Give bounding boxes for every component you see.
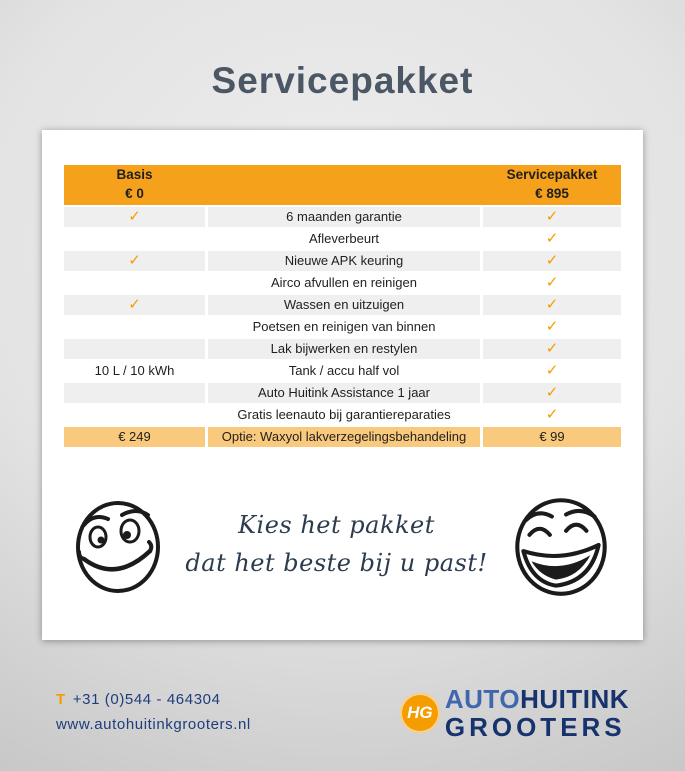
table-row bbox=[64, 405, 621, 425]
feature-label: Poetsen en reinigen van binnen bbox=[208, 317, 480, 337]
header-spacer bbox=[208, 165, 480, 205]
table-row bbox=[64, 273, 621, 293]
service-cell: ✓ bbox=[483, 383, 621, 403]
tagline-line2: dat het beste bij u past! bbox=[185, 548, 488, 577]
hg-monogram-icon: HG bbox=[400, 693, 440, 733]
table-row bbox=[64, 229, 621, 249]
service-cell: ✓ bbox=[483, 273, 621, 293]
service-cell: ✓ bbox=[483, 251, 621, 271]
service-cell: ✓ bbox=[483, 339, 621, 359]
service-cell: ✓ bbox=[483, 229, 621, 249]
feature-label: Afleverbeurt bbox=[208, 229, 480, 249]
comparison-card bbox=[42, 130, 643, 640]
logo-word-grooters: GROOTERS bbox=[444, 712, 626, 742]
table-row bbox=[64, 317, 621, 337]
option-basis-price: € 249 bbox=[64, 427, 205, 447]
basis-cell: ✓ bbox=[64, 251, 205, 271]
tagline-line1: Kies het pakket bbox=[238, 511, 435, 540]
logo-word-huitink: HUITINK bbox=[520, 684, 629, 714]
basis-cell: ✓ bbox=[64, 295, 205, 315]
footer bbox=[42, 684, 643, 742]
feature-label: Nieuwe APK keuring bbox=[208, 251, 480, 271]
header-basis bbox=[64, 165, 205, 205]
basis-cell bbox=[64, 405, 205, 425]
feature-label: Gratis leenauto bij garantiereparaties bbox=[208, 405, 480, 425]
table-row bbox=[64, 383, 621, 403]
basis-cell bbox=[64, 229, 205, 249]
basis-cell: ✓ bbox=[64, 207, 205, 227]
feature-label: Auto Huitink Assistance 1 jaar bbox=[208, 383, 480, 403]
phone-number: +31 (0)544 - 464304 bbox=[72, 691, 221, 708]
contact-block bbox=[56, 688, 251, 738]
option-service-price: € 99 bbox=[483, 427, 621, 447]
header-service-price: € 895 bbox=[535, 186, 569, 201]
service-cell: ✓ bbox=[483, 207, 621, 227]
header-basis-price: € 0 bbox=[125, 186, 144, 201]
logo-word-auto: AUTO bbox=[444, 684, 521, 714]
feature-label: Lak bijwerken en restylen bbox=[208, 339, 480, 359]
table-header bbox=[64, 165, 621, 205]
table-row bbox=[64, 339, 621, 359]
table-row bbox=[64, 251, 621, 271]
basis-cell bbox=[64, 383, 205, 403]
page-title: Servicepakket bbox=[211, 60, 474, 101]
header-service-title: Servicepakket bbox=[506, 167, 598, 183]
logo-text bbox=[445, 686, 629, 740]
phone-label: T bbox=[56, 691, 66, 708]
feature-label: Tank / accu half vol bbox=[208, 361, 480, 381]
basis-cell bbox=[64, 317, 205, 337]
option-label: Optie: Waxyol lakverzegelingsbehandeling bbox=[208, 427, 480, 447]
basis-cell bbox=[64, 273, 205, 293]
feature-label: 6 maanden garantie bbox=[208, 207, 480, 227]
header-basis-title: Basis bbox=[116, 167, 153, 183]
option-row bbox=[64, 427, 621, 447]
feature-label: Wassen en uitzuigen bbox=[208, 295, 480, 315]
service-cell: ✓ bbox=[483, 405, 621, 425]
tagline bbox=[168, 507, 505, 581]
service-table bbox=[64, 165, 621, 449]
table-row bbox=[64, 207, 621, 227]
basis-cell: 10 L / 10 kWh bbox=[64, 361, 205, 381]
service-cell: ✓ bbox=[483, 361, 621, 381]
company-logo bbox=[400, 686, 629, 740]
table-row bbox=[64, 295, 621, 315]
tagline-section bbox=[42, 452, 643, 637]
phone-line bbox=[56, 688, 251, 713]
logo-line1 bbox=[445, 686, 629, 712]
service-cell: ✓ bbox=[483, 317, 621, 337]
feature-label: Airco afvullen en reinigen bbox=[208, 273, 480, 293]
website: www.autohuitinkgrooters.nl bbox=[56, 715, 251, 733]
service-cell: ✓ bbox=[483, 295, 621, 315]
table-row bbox=[64, 361, 621, 381]
header-service bbox=[483, 165, 621, 205]
laughing-smiley-icon bbox=[505, 484, 617, 606]
winking-smiley-icon bbox=[68, 487, 168, 602]
basis-cell bbox=[64, 339, 205, 359]
